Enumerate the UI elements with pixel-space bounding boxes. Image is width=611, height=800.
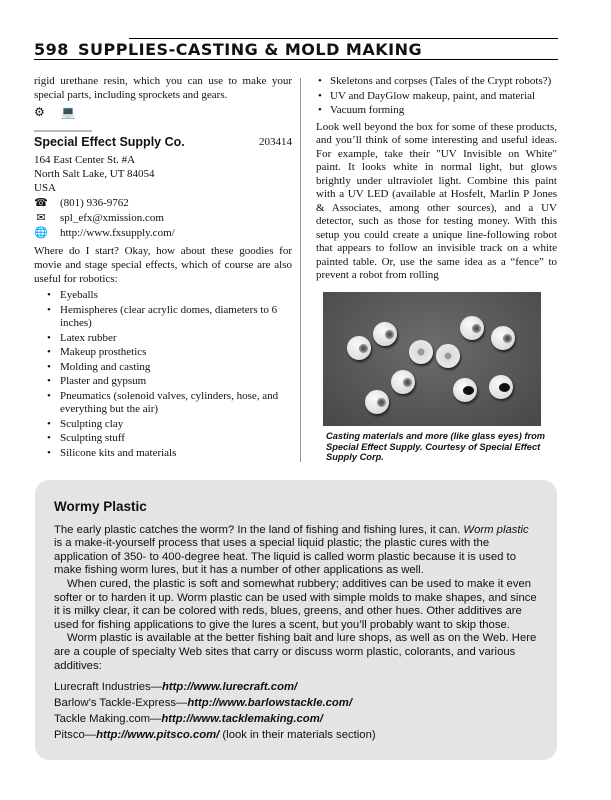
goodies-list-continued [316, 74, 557, 118]
list-item: • Sculpting clay [34, 417, 292, 432]
list-item: • UV and DayGlow makeup, paint, and material [316, 89, 557, 104]
link-list [54, 679, 538, 743]
list-item: • Makeup prosthetics [34, 345, 292, 360]
link-url[interactable]: http://www.barlowstackle.com/ [187, 697, 352, 710]
vendor-email[interactable]: spl_efx@xmission.com [60, 212, 164, 224]
sidebar-paragraph [54, 524, 538, 578]
link-name: Pitsco— [54, 729, 97, 742]
intro-text: rigid urethane resin, which you can use to make your special parts, including sprockets and gears. [34, 75, 292, 101]
vendor-address [34, 153, 292, 195]
vendor-heading [34, 135, 292, 150]
sidebar-paragraph: Worm plastic is available at the better fishing bait and lure shops, as well as on the Web. Here are a couple of specialty Web sites that carry or discuss worm plastic, colorants, and various additives: [54, 632, 537, 672]
vendor-code: 203414 [259, 136, 292, 148]
list-item: • Eyeballs [34, 288, 292, 303]
column-divider [300, 78, 301, 462]
link-name: Barlow’s Tackle-Express— [54, 697, 188, 710]
divider [34, 130, 92, 132]
phone-icon: ☎ [34, 197, 48, 209]
link-item [54, 695, 538, 711]
list-item: • Vacuum forming [316, 103, 557, 118]
list-item: • Hemispheres (clear acrylic domes, diameters to 6 inches) [34, 303, 292, 331]
chapter-title: SUPPLIES-CASTING & MOLD MAKING [78, 40, 423, 59]
list-item: • Molding and casting [34, 360, 292, 375]
globe-gear-icon: ⚙ [34, 105, 45, 119]
vendor-phone: (801) 936-9762 [60, 197, 129, 209]
link-item [54, 711, 538, 727]
text: is a make-it-yourself process that uses a special liquid plastic; the plastic cures with the application of 350- to 400-degree heat. The liquid is called worm plastic because it is used to make fishing worm lures, but it has a number of other applications as well. [54, 537, 516, 577]
email-icon: ✉ [36, 212, 46, 224]
page-number: 598 [34, 40, 69, 59]
body-text: Where do I start? Okay, how about these goodies for movie and stage special effects, which of course are also useful for robotics: [34, 245, 292, 285]
link-url[interactable]: http://www.tacklemaking.com/ [161, 713, 323, 726]
link-name: Lurecraft Industries— [54, 681, 162, 694]
right-column [316, 74, 557, 283]
link-item [54, 727, 538, 743]
sidebar-paragraph: When cured, the plastic is soft and somewhat rubbery; additives can be used to make it even softer or to harden it up. Worm plastic can be used with simple molds to make shapes, and since it is milky clear, it can be colored with reds, blues, greens, and other hues. Other additives are used for fishing applications to give the lures a scent, but you’ll probably want to skip those. [54, 577, 537, 631]
body-text: Look well beyond the box for some of these products, and you’ll think of some interesting and useful ideas. For example, take their "UV Invisible on White" paint. It looks white in normal light, but glows brightly under ultraviolet light. Combine this paint with a UV LED (available at Hosfelt, Marlin P Jones & Associates, among other sources), and a UV detector, such as those for testing money. With this setup you could create a unique line-following robot that appears to follow an invisible track on a white painted table. Or, use the same idea as a “fence” to prevent a robot from rolling [316, 120, 557, 281]
sidebar-title: Wormy Plastic [54, 499, 147, 514]
vendor-website[interactable]: http://www.fxsupply.com/ [60, 227, 175, 239]
list-item: • Skeletons and corpses (Tales of the Crypt robots?) [316, 74, 557, 89]
link-note: (look in their materials section) [219, 729, 376, 742]
text: The early plastic catches the worm? In the land of fishing and fishing lures, it can. [54, 523, 464, 536]
glass-eyes-photo [323, 292, 541, 426]
goodies-list [34, 288, 292, 460]
list-item: • Sculpting stuff [34, 431, 292, 446]
list-item: • Pneumatics (solenoid valves, cylinders, hose, and everything but the air) [34, 389, 292, 417]
list-item: • Latex rubber [34, 331, 292, 346]
link-name: Tackle Making.com— [54, 713, 162, 726]
globe-icon: 🌐 [34, 227, 48, 239]
page-header [34, 38, 558, 60]
left-column [34, 74, 292, 460]
link-url[interactable]: http://www.lurecraft.com/ [162, 681, 298, 694]
link-url[interactable]: http://www.pitsco.com/ [96, 729, 220, 742]
address-line: North Salt Lake, UT 84054 [34, 168, 155, 180]
emphasis: Worm plastic [463, 523, 529, 536]
computer-icon: 💻 [60, 105, 76, 119]
address-line: USA [34, 182, 57, 194]
sidebar-box [35, 480, 557, 760]
photo-caption: Casting materials and more (like glass eyes) from Special Effect Supply. Courtesy of Special Effect Supply Corp. [326, 431, 546, 462]
link-item [54, 679, 538, 695]
address-line: 164 East Center St. #A [34, 154, 136, 166]
vendor-name: Special Effect Supply Co. [34, 135, 185, 149]
list-item: • Silicone kits and materials [34, 446, 292, 461]
list-item: • Plaster and gypsum [34, 374, 292, 389]
